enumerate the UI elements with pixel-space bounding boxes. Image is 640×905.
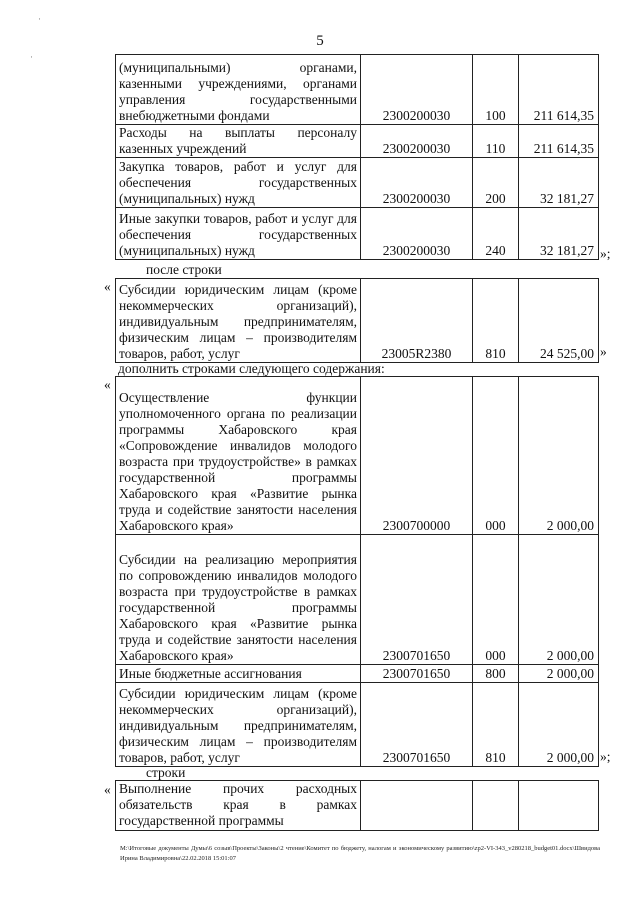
row-type: 000	[473, 377, 519, 535]
row-code: 2300200030	[361, 208, 473, 260]
budget-table-3	[115, 376, 599, 767]
row-type: 110	[473, 125, 519, 158]
row-type: 800	[473, 665, 519, 683]
row-type: 810	[473, 683, 519, 767]
row-amount: 2 000,00	[519, 683, 599, 767]
table-row	[116, 158, 599, 208]
row-type: 240	[473, 208, 519, 260]
scan-mark: ·	[38, 14, 41, 24]
scan-mark: ·	[30, 52, 33, 62]
row-code: 23005R2380	[361, 279, 473, 363]
add-rows-label: дополнить строками следующего содержания:	[118, 361, 385, 376]
budget-table-2	[115, 278, 599, 363]
row-amount: 2 000,00	[519, 535, 599, 665]
row-code: 2300200030	[361, 55, 473, 125]
row-description: Осуществление функции уполномоченного органа по реализации программы Хабаровского края «Сопровождение инвалидов молодого возраста при трудоустройстве» в рамках государственной программы Хабаровского края «Развитие рынка труда и содействие занятости населения Хабаровского края»	[116, 377, 361, 535]
row-code: 2300200030	[361, 158, 473, 208]
closing-quote: »;	[600, 246, 611, 261]
row-code	[361, 781, 473, 831]
row-code: 2300700000	[361, 377, 473, 535]
row-description: Расходы на выплаты персоналу казенных учреждений	[116, 125, 361, 158]
rows-label: строки	[146, 765, 186, 780]
row-type: 810	[473, 279, 519, 363]
row-type: 000	[473, 535, 519, 665]
row-type	[473, 781, 519, 831]
table-row	[116, 683, 599, 767]
closing-quote: »;	[600, 749, 611, 764]
row-amount: 24 525,00	[519, 279, 599, 363]
row-code: 2300701650	[361, 683, 473, 767]
table-row	[116, 55, 599, 125]
row-code: 2300701650	[361, 665, 473, 683]
table-row	[116, 535, 599, 665]
row-amount: 2 000,00	[519, 665, 599, 683]
row-description: Иные бюджетные ассигнования	[116, 665, 361, 683]
row-code: 2300200030	[361, 125, 473, 158]
row-description: Закупка товаров, работ и услуг для обеспечения государственных (муниципальных) нужд	[116, 158, 361, 208]
row-amount: 32 181,27	[519, 158, 599, 208]
row-amount	[519, 781, 599, 831]
table-row	[116, 279, 599, 363]
row-code: 2300701650	[361, 535, 473, 665]
row-description: Субсидии на реализацию мероприятия по сопровождению инвалидов молодого возраста при трудоустройстве в рамках государственной программы Хабаровского края «Развитие рынка труда и содействие занятости населения Хабаровского края»	[116, 535, 361, 665]
row-amount: 2 000,00	[519, 377, 599, 535]
row-description: (муниципальными) органами, казенными учреждениями, органами управления государственными внебюджетными фондами	[116, 55, 361, 125]
budget-table-1	[115, 54, 599, 260]
row-description: Субсидии юридическим лицам (кроме некоммерческих организаций), индивидуальным предпринимателям, физическим лицам – производителям товаров, работ, услуг	[116, 683, 361, 767]
opening-quote: «	[104, 782, 111, 797]
row-amount: 211 614,35	[519, 125, 599, 158]
table-row	[116, 208, 599, 260]
row-description: Выполнение прочих расходных обязательств края в рамках государственной программы	[116, 781, 361, 831]
after-row-label: после строки	[146, 262, 222, 277]
closing-quote: »	[600, 344, 607, 359]
row-amount: 211 614,35	[519, 55, 599, 125]
document-path-footer: M:\Итоговые документы Думы\6 созыв\Проекты\Законы\2 чтение\Комитет по бюджету, налогам и экономическому развитию\zp2-VI-343_v280218_budget01.docx\Швидова Ирина Владимировна\22.02.2018 15:01:07	[120, 845, 600, 862]
table-row	[116, 125, 599, 158]
opening-quote: «	[104, 377, 111, 392]
page-number: 5	[316, 33, 324, 49]
budget-table-4	[115, 780, 599, 831]
row-description: Субсидии юридическим лицам (кроме некоммерческих организаций), индивидуальным предпринимателям, физическим лицам – производителям товаров, работ, услуг	[116, 279, 361, 363]
row-type: 100	[473, 55, 519, 125]
row-type: 200	[473, 158, 519, 208]
opening-quote: «	[104, 279, 111, 294]
row-description: Иные закупки товаров, работ и услуг для обеспечения государственных (муниципальных) нужд	[116, 208, 361, 260]
table-row	[116, 377, 599, 535]
row-amount: 32 181,27	[519, 208, 599, 260]
table-row	[116, 781, 599, 831]
table-row	[116, 665, 599, 683]
